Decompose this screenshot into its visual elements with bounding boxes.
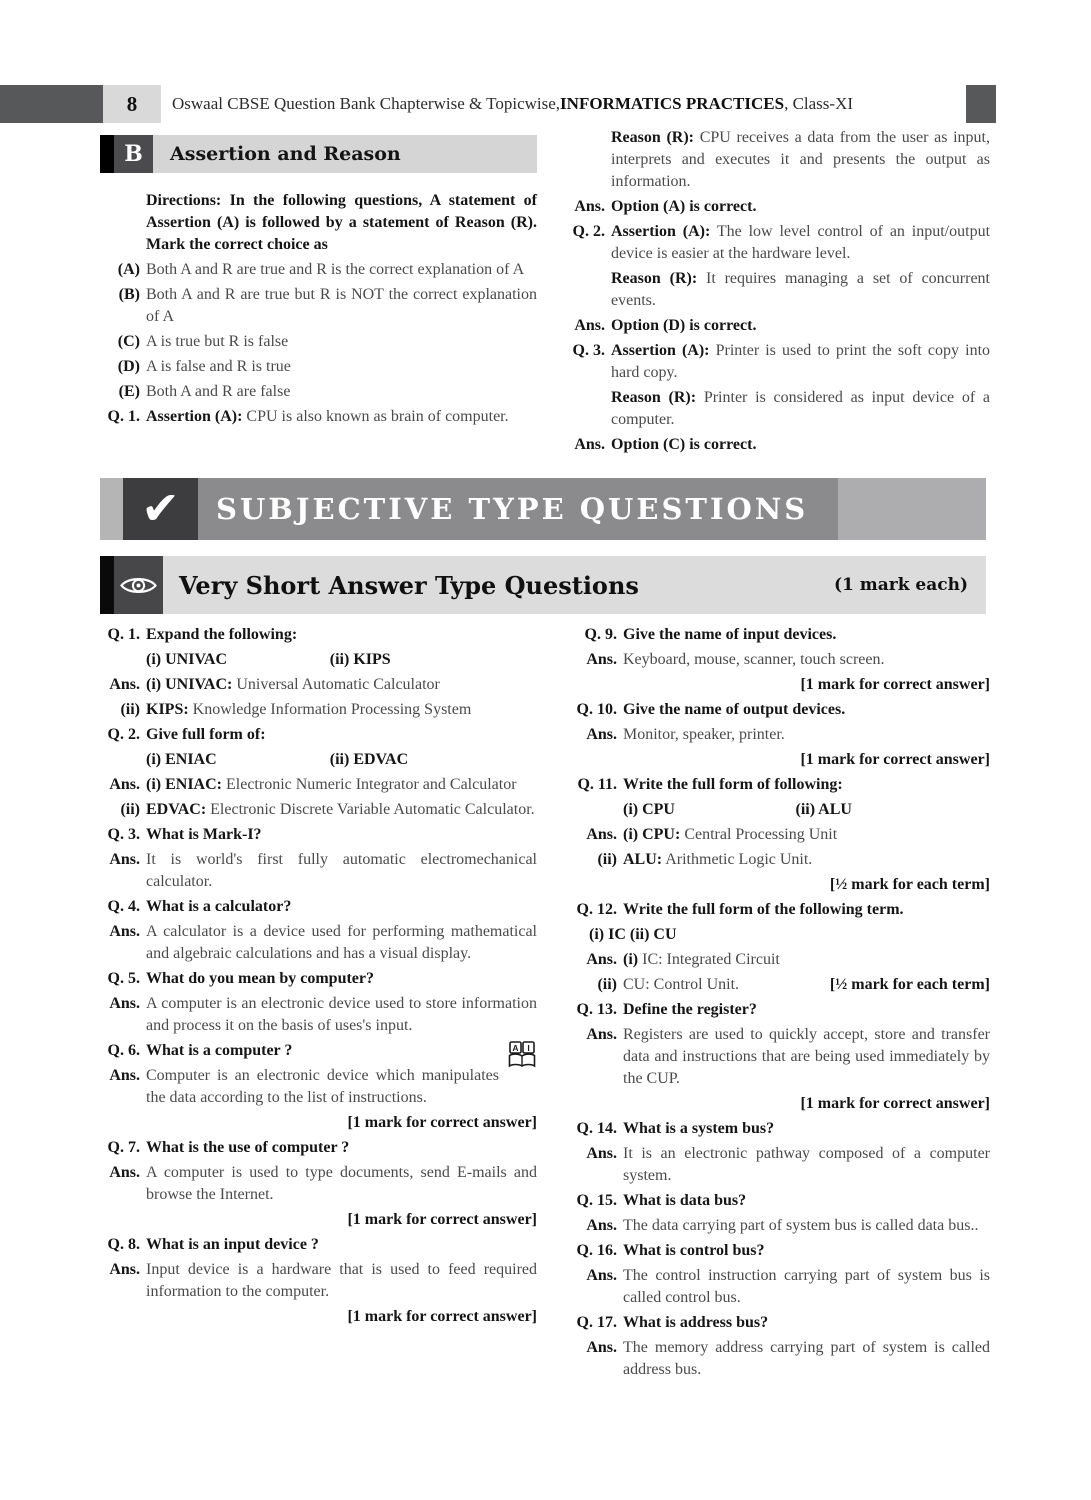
marks-line [100,1209,537,1231]
text-segment: It is world's first fully automatic electromechanical calculator. [146,851,537,890]
text-segment: CPU receives a data from the user as input, interprets and executes it and presents the output as information. [611,129,990,190]
qa-line [565,849,990,871]
text-segment: A is true but R is false [146,333,289,350]
assertion-reason-columns [100,123,990,459]
banner-title-bar [198,478,838,540]
marks-line [100,1112,537,1134]
assertion-section-bar [100,135,537,173]
text-segment: (i) ENIAC: [146,776,222,793]
qa-line [565,1337,990,1381]
qa-line [100,774,537,796]
page-number: 8 [103,85,161,123]
text-segment: Expand the following: [146,626,298,643]
text-segment: [1 mark for correct answer] [800,676,990,693]
header-left-bar [0,85,103,123]
qa-line [100,331,537,353]
vsa-bar-accent [100,556,114,614]
text-segment: It is an electronic pathway composed of a computer system. [623,1145,990,1184]
text-segment: Reason (R): [611,270,698,287]
text-segment: Write the full form of the following term. [623,901,904,918]
text-segment: [½ mark for each term] [829,876,990,893]
text-segment: CU: Control Unit. [623,976,740,993]
qa-line [565,774,990,796]
text-segment: Option (C) is correct. [611,436,757,453]
text-segment: (i) CPU: [623,826,681,843]
marks-line [565,749,990,771]
text-segment: Both A and R are true and R is the correct explanation of A [146,261,525,278]
text-segment: Give the name of output devices. [623,701,846,718]
vsa-columns [100,624,990,1384]
qa-line [565,699,990,721]
item-label: Q. 15. [576,1192,617,1209]
qa-line [100,993,537,1037]
item-label: Ans. [586,1145,617,1162]
qa-line [565,196,990,218]
item-label: Q. 13. [576,1001,617,1018]
text-segment: Universal Automatic Calculator [232,676,440,693]
text-segment: Option (D) is correct. [611,317,757,334]
item-label: Ans. [586,1217,617,1234]
item-label: Q. 17. [576,1314,617,1331]
sub-options-row [100,749,537,771]
text-segment: ALU: [623,851,663,868]
qa-line [565,1143,990,1187]
qa-line [565,268,990,312]
qa-line [100,824,537,846]
qa-line [565,1240,990,1262]
item-label: (ii) [597,851,617,868]
eye-icon-graphic [120,574,157,597]
text-segment: The memory address carrying part of system is called address bus. [623,1339,990,1378]
text-segment: What is a system bus? [623,1120,775,1137]
qa-line [565,624,990,646]
text-segment: Electronic Numeric Integrator and Calculator [222,776,517,793]
text-segment: EDVAC: [146,801,207,818]
text-segment: IC: Integrated Circuit [638,951,780,968]
item-label: Ans. [586,651,617,668]
qa-line [100,356,537,378]
item-label: Ans. [109,1164,140,1181]
text-segment: (i) [623,951,639,968]
text-segment: Input device is a hardware that is used to feed required information to the computer. [146,1261,537,1300]
item-label: Q. 3. [107,826,140,843]
qa-line [565,924,990,946]
text-segment: [1 mark for correct answer] [800,751,990,768]
qa-line [100,259,537,281]
banner-tail-strip [838,478,986,540]
marks-line [565,874,990,896]
qa-line [100,1137,537,1159]
item-label: Ans. [109,1261,140,1278]
text-segment: KIPS: [146,701,189,718]
qa-line [100,674,537,696]
qa-line [100,921,537,965]
assertion-right-column [565,123,990,459]
item-label: Q. 2. [572,223,605,240]
text-segment: CPU is also known as brain of computer. [242,408,509,425]
text-segment: Monitor, speaker, printer. [623,726,785,743]
text-segment: Give the name of input devices. [623,626,837,643]
qa-line [565,387,990,431]
item-label: (E) [118,383,140,400]
banner-left-strip [100,478,123,540]
checkmark-glyph: ✔ [141,483,180,534]
item-label: Q. 2. [107,726,140,743]
text-segment: [1 mark for correct answer] [347,1308,537,1325]
text-segment: What is data bus? [623,1192,747,1209]
item-label: Q. 16. [576,1242,617,1259]
item-label: Ans. [109,776,140,793]
qa-line [100,284,537,328]
qa-line [565,340,990,384]
item-label: (D) [117,358,140,375]
text-segment: A computer is used to type documents, send E-mails and browse the Internet. [146,1164,537,1203]
eye-icon [114,556,163,614]
sub-option: (ii) EDVAC [329,751,409,768]
qa-line [100,1040,537,1062]
text-segment: Assertion (A): [611,342,710,359]
running-header-title [172,85,853,123]
item-label: Ans. [109,851,140,868]
text-segment: Define the register? [623,1001,757,1018]
item-label: Q. 1. [107,408,140,425]
item-label: Q. 7. [107,1139,140,1156]
text-segment: Both A and R are false [146,383,291,400]
marks-line [100,1306,537,1328]
qa-line [565,221,990,265]
text-segment: What is an input device ? [146,1236,319,1253]
qa-line [565,434,990,456]
vsa-section-title: Very Short Answer Type Questions [179,570,639,600]
item-label: Ans. [574,317,605,334]
checkmark-icon [123,478,198,540]
text-segment: The low level control of an input/output device is easier at the hardware level. [611,223,991,262]
text-segment: Arithmetic Logic Unit. [662,851,813,868]
qa-line [565,1215,990,1237]
text-segment: A calculator is a device used for performing mathematical and algebraic calculations and has a visual display. [146,923,537,962]
sub-options-row [100,649,537,671]
qa-line [100,799,537,821]
assertion-right-content [565,127,990,456]
item-label: Ans. [586,826,617,843]
qa-line [100,381,537,403]
text-segment: A computer is an electronic device used to store information and process it on the basis of uses's input. [146,995,537,1034]
item-label: (C) [117,333,140,350]
section-badge-b: B [114,135,153,173]
svg-text:I: I [527,1043,530,1053]
text-segment: Both A and R are true but R is NOT the correct explanation of A [146,286,537,325]
qa-line [100,1259,537,1303]
qa-line [565,724,990,746]
qa-line [565,1118,990,1140]
item-label: Ans. [109,923,140,940]
item-label: Q. 5. [107,970,140,987]
qa-line [100,1065,537,1109]
qa-line [565,315,990,337]
item-label: (ii) [597,976,617,993]
vsa-marks-note: (1 mark each) [833,575,968,595]
item-label: Ans. [109,1067,140,1084]
vsa-right-column [565,624,990,1384]
section-bar-accent [100,135,114,173]
item-label: Ans. [586,1267,617,1284]
item-label: Ans. [586,951,617,968]
header-title-suffix: , Class-XI [784,94,854,113]
item-label: Ans. [109,676,140,693]
text-segment: Computer is an electronic device which manipulates the data according to the list of instructions. [146,1067,499,1106]
qa-line [100,849,537,893]
qa-line [100,406,537,428]
item-label: Ans. [574,198,605,215]
qa-line [100,699,537,721]
section-title: Assertion and Reason [153,135,537,173]
item-label: Q. 8. [107,1236,140,1253]
header-title-emphasis: INFORMATICS PRACTICES [560,94,785,113]
item-label: Q. 11. [577,776,617,793]
text-segment: Directions: In the following questions, A statement of Assertion (A) is followed by a statement of Reason (R). Mark the correct choice as [146,192,537,253]
text-segment: The control instruction carrying part of system bus is called control bus. [623,1267,990,1306]
qa-line [565,1265,990,1309]
text-segment: A is false and R is true [146,358,291,375]
text-segment: (i) IC (ii) CU [589,926,677,943]
item-label: Ans. [586,726,617,743]
item-label: Q. 14. [576,1120,617,1137]
qa-line [565,127,990,193]
marks-line [565,1093,990,1115]
text-segment: What is the use of computer ? [146,1139,350,1156]
qa-line [100,190,537,256]
text-segment: Reason (R): [611,129,695,146]
item-label: Ans. [586,1026,617,1043]
qa-line [565,999,990,1021]
qa-line [565,824,990,846]
sub-option: (ii) ALU [795,801,852,818]
qa-line [100,724,537,746]
text-segment: Registers are used to quickly accept, store and transfer data and instructions that are being used immediately by the CUP. [623,1026,990,1087]
vsa-header-bar [100,556,986,614]
qa-line [565,974,990,996]
item-label: Q. 1. [107,626,140,643]
sub-options-row [565,799,990,821]
text-segment: Reason (R): [611,389,697,406]
qa-line [100,1162,537,1206]
text-segment: It requires managing a set of concurrent events. [611,270,990,309]
text-segment: Printer is considered as input device of a computer. [611,389,990,428]
sub-option: (i) ENIAC [146,751,217,768]
qa-line [565,1312,990,1334]
assertion-left-content [100,190,537,428]
item-label: Q. 12. [576,901,617,918]
qa-line [100,968,537,990]
subjective-banner [100,478,986,540]
text-segment: What is address bus? [623,1314,769,1331]
qa-line [100,896,537,918]
qa-line [100,1234,537,1256]
qa-line [565,649,990,671]
text-segment: The data carrying part of system bus is called data bus.. [623,1217,979,1234]
item-label: (ii) [120,701,140,718]
text-segment: Electronic Discrete Variable Automatic Calculator. [206,801,535,818]
text-segment: Give full form of: [146,726,266,743]
text-segment: Option (A) is correct. [611,198,757,215]
item-label: Q. 4. [107,898,140,915]
text-segment: Printer is used to print the soft copy into hard copy. [611,342,991,381]
qa-line [565,1024,990,1090]
item-label: (ii) [120,801,140,818]
text-segment: Assertion (A): [611,223,711,240]
text-segment: What is control bus? [623,1242,765,1259]
qa-line [565,899,990,921]
text-segment: [1 mark for correct answer] [347,1211,537,1228]
item-label: Ans. [574,436,605,453]
sub-option: (i) UNIVAC [146,651,228,668]
sub-option: (ii) KIPS [329,651,391,668]
text-segment: What is a computer ? [146,1042,293,1059]
assertion-left-column [100,123,537,459]
text-segment: What is a calculator? [146,898,292,915]
item-label: Q. 3. [572,342,605,359]
item-label: Ans. [586,1339,617,1356]
text-segment: (i) UNIVAC: [146,676,233,693]
text-segment: Write the full form of following: [623,776,843,793]
item-label: Q. 6. [107,1042,140,1059]
banner-title: SUBJECTIVE TYPE QUESTIONS [216,492,809,526]
qa-line [565,949,990,971]
item-label: (A) [117,261,140,278]
item-label: Ans. [109,995,140,1012]
text-segment: Assertion (A): [146,408,243,425]
text-segment: [1 mark for correct answer] [800,1095,990,1112]
text-segment: What is Mark-I? [146,826,262,843]
text-segment: Keyboard, mouse, scanner, touch screen. [623,651,885,668]
text-segment: What do you mean by computer? [146,970,375,987]
marks-line [565,674,990,696]
inline-marks-note: [½ mark for each term] [829,976,990,993]
vsa-left-column [100,624,537,1384]
vsa-title-bar [163,556,986,614]
header-title-prefix: Oswaal CBSE Question Bank Chapterwise & Topicwise, [172,94,561,113]
text-segment: Central Processing Unit [680,826,838,843]
sub-option: (i) CPU [623,801,675,818]
text-segment: [1 mark for correct answer] [347,1114,537,1131]
text-segment: Knowledge Information Processing System [188,701,472,718]
item-label: Q. 9. [584,626,617,643]
qa-line [100,624,537,646]
item-label: Q. 10. [576,701,617,718]
svg-text:A: A [512,1043,519,1053]
item-label: (B) [118,286,140,303]
header-right-block [966,85,996,123]
qa-line [565,1190,990,1212]
